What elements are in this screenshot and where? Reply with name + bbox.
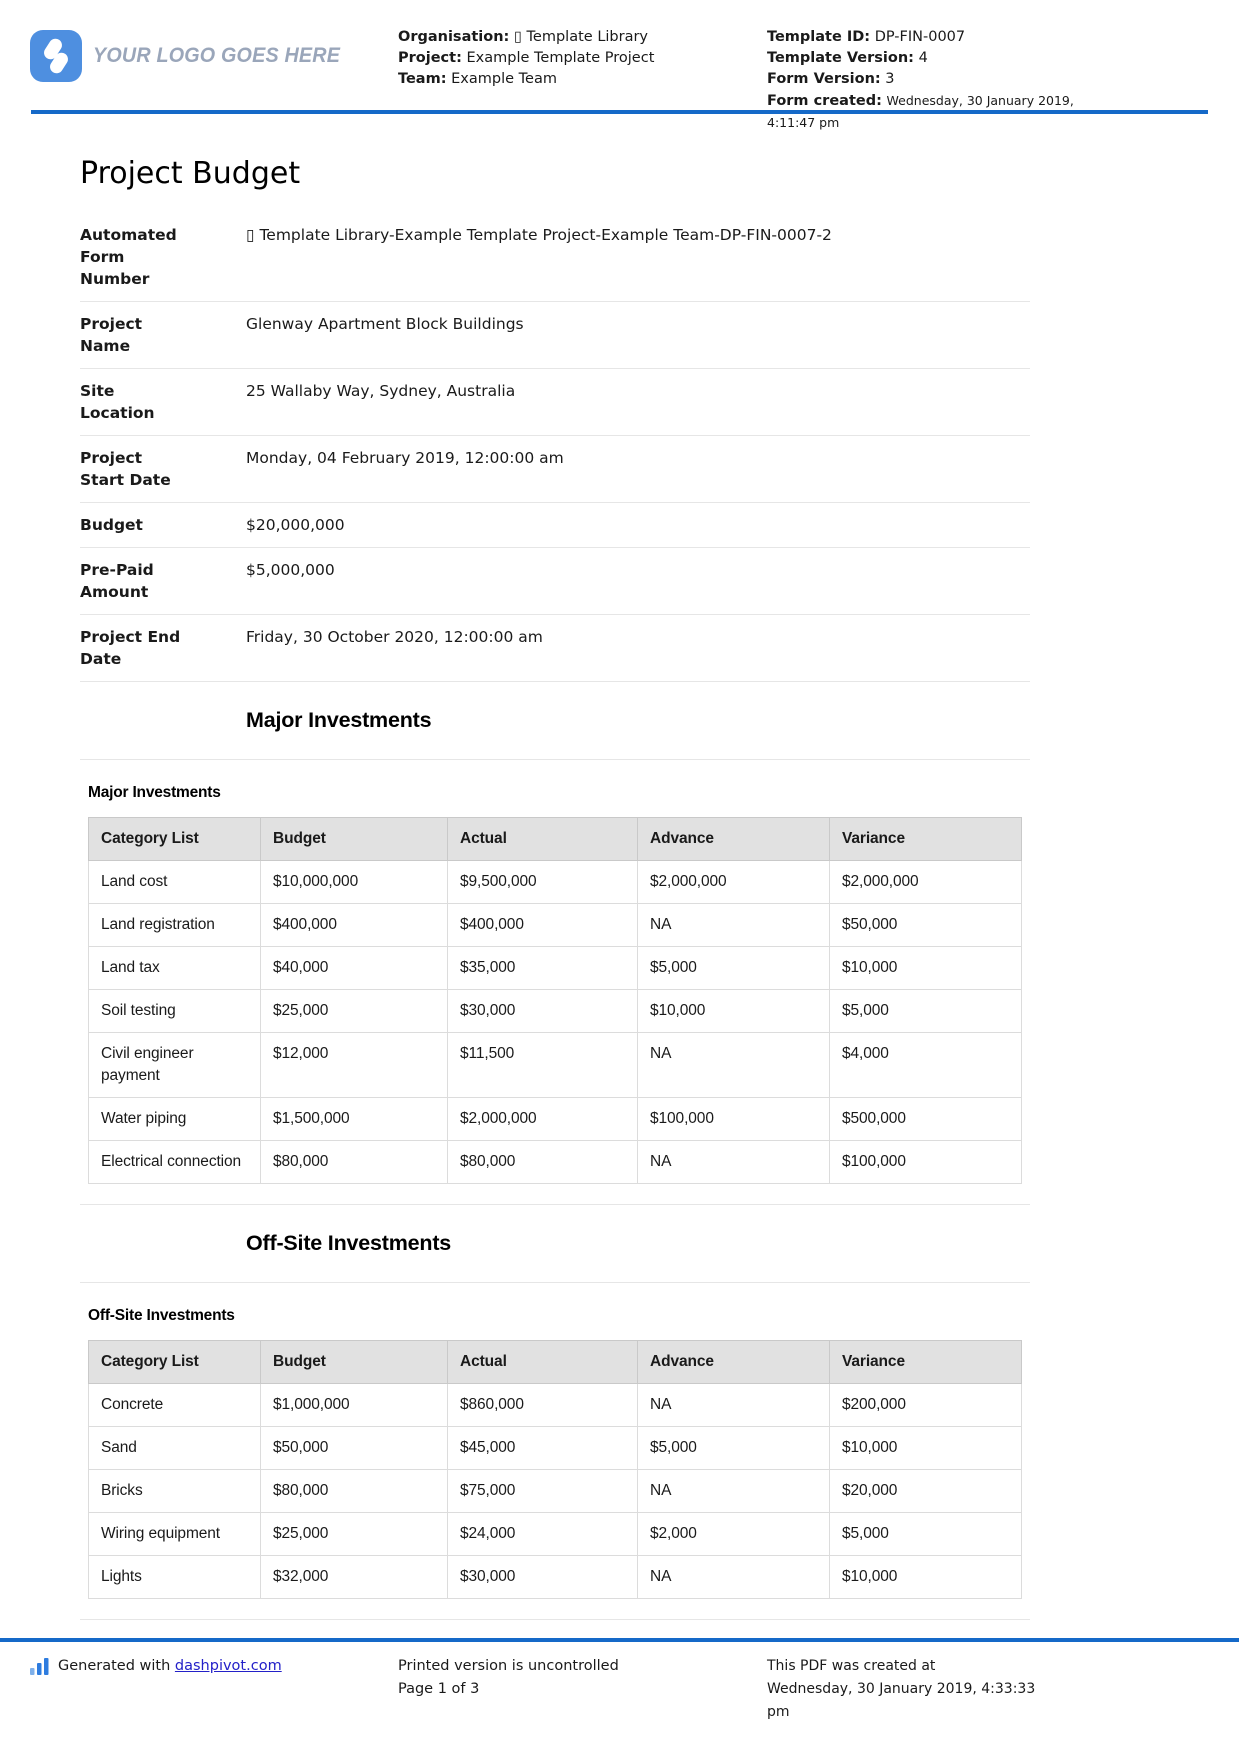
cell-category: Land cost — [89, 861, 261, 904]
footer-generated-with — [30, 1655, 282, 1678]
company-logo — [30, 30, 356, 82]
document-header — [0, 0, 1239, 130]
template-version-row — [767, 48, 1099, 69]
project-row — [398, 48, 743, 69]
table-row — [89, 1470, 1022, 1513]
cell-variance: $4,000 — [830, 1033, 1022, 1098]
field-value: Glenway Apartment Block Buildings — [246, 315, 524, 333]
column-header: Category List — [89, 818, 261, 861]
template-version-label: Template Version: — [767, 50, 914, 66]
logo-placeholder-text: YOUR LOGO GOES HERE — [93, 44, 341, 67]
major-investments-table — [88, 817, 1022, 1184]
team-row — [398, 69, 743, 90]
cell-actual: $24,000 — [448, 1513, 638, 1556]
field-value: ▯ Template Library-Example Template Project-Example Team-DP-FIN-0007-2 — [246, 226, 832, 244]
cell-budget: $1,500,000 — [261, 1098, 448, 1141]
table-row — [89, 904, 1022, 947]
cell-budget: $12,000 — [261, 1033, 448, 1098]
cell-category: Wiring equipment — [89, 1513, 261, 1556]
form-row-automated-form-number — [80, 213, 1030, 302]
cell-variance: $5,000 — [830, 990, 1022, 1033]
table-row — [89, 1513, 1022, 1556]
field-value: 25 Wallaby Way, Sydney, Australia — [246, 382, 516, 400]
cell-budget: $10,000,000 — [261, 861, 448, 904]
table-header-row — [89, 818, 1022, 861]
field-label: Project Start Date — [80, 449, 171, 489]
column-header: Advance — [638, 1341, 830, 1384]
dashpivot-link[interactable]: dashpivot.com — [174, 1658, 282, 1674]
cell-category: Civil engineer payment — [89, 1033, 261, 1098]
cell-advance: $100,000 — [638, 1098, 830, 1141]
column-header: Actual — [448, 1341, 638, 1384]
dashpivot-logo-icon — [30, 1656, 50, 1677]
cell-variance: $5,000 — [830, 1513, 1022, 1556]
cell-variance: $20,000 — [830, 1470, 1022, 1513]
table-row — [89, 1427, 1022, 1470]
cell-variance: $2,000,000 — [830, 861, 1022, 904]
team-value: Example Team — [451, 71, 557, 87]
field-value: Monday, 04 February 2019, 12:00:00 am — [246, 449, 564, 467]
cell-variance: $200,000 — [830, 1384, 1022, 1427]
cell-actual: $30,000 — [448, 990, 638, 1033]
project-label: Project: — [398, 50, 462, 66]
table-row — [89, 1098, 1022, 1141]
table-title: Major Investments — [88, 784, 221, 801]
cell-variance: $10,000 — [830, 1427, 1022, 1470]
cell-advance: NA — [638, 1470, 830, 1513]
field-value: Friday, 30 October 2020, 12:00:00 am — [246, 628, 543, 646]
cell-budget: $1,000,000 — [261, 1384, 448, 1427]
header-meta-left — [398, 27, 743, 90]
cell-actual: $9,500,000 — [448, 861, 638, 904]
company-logo-icon — [30, 30, 82, 82]
field-label: Project Name — [80, 315, 143, 355]
document-footer — [0, 1638, 1239, 1720]
column-header: Budget — [261, 818, 448, 861]
project-value: Example Template Project — [466, 50, 655, 66]
cell-actual: $11,500 — [448, 1033, 638, 1098]
table-row — [89, 1141, 1022, 1184]
cell-advance: NA — [638, 1141, 830, 1184]
cell-advance: $2,000,000 — [638, 861, 830, 904]
cell-advance: NA — [638, 904, 830, 947]
page-title: Project Budget — [80, 156, 301, 191]
cell-category: Water piping — [89, 1098, 261, 1141]
cell-actual: $30,000 — [448, 1556, 638, 1599]
pdf-created-line1: This PDF was created at — [767, 1658, 936, 1674]
cell-variance: $10,000 — [830, 947, 1022, 990]
cell-budget: $25,000 — [261, 990, 448, 1033]
cell-actual: $45,000 — [448, 1427, 638, 1470]
footer-uncontrolled-block — [398, 1655, 728, 1701]
cell-category: Land tax — [89, 947, 261, 990]
form-created-value: Wednesday, 30 January 2019, 4:11:47 pm — [767, 93, 1074, 130]
major-investments-table-block — [80, 760, 1030, 1205]
footer-columns — [0, 1642, 1239, 1720]
section-heading: Off-Site Investments — [246, 1231, 452, 1255]
header-meta-right — [767, 27, 1099, 134]
form-fields — [80, 213, 1030, 682]
cell-advance: $2,000 — [638, 1513, 830, 1556]
form-row-site-location — [80, 369, 1030, 436]
cell-variance: $10,000 — [830, 1556, 1022, 1599]
template-id-value: DP-FIN-0007 — [874, 29, 966, 45]
off-site-investments-table — [88, 1340, 1022, 1599]
cell-advance: NA — [638, 1384, 830, 1427]
section-heading-wrap — [80, 682, 1030, 760]
form-row-project-name — [80, 302, 1030, 369]
cell-budget: $50,000 — [261, 1427, 448, 1470]
form-created-row — [767, 90, 1099, 134]
cell-actual: $35,000 — [448, 947, 638, 990]
cell-category: Sand — [89, 1427, 261, 1470]
section-heading-wrap — [80, 1205, 1030, 1283]
template-version-value: 4 — [918, 50, 928, 66]
template-id-label: Template ID: — [767, 29, 871, 45]
column-header: Category List — [89, 1341, 261, 1384]
organisation-label: Organisation: — [398, 29, 510, 45]
table-row — [89, 1384, 1022, 1427]
column-header: Budget — [261, 1341, 448, 1384]
cell-budget: $25,000 — [261, 1513, 448, 1556]
team-label: Team: — [398, 71, 447, 87]
form-row-project-end-date — [80, 615, 1030, 682]
cell-variance: $100,000 — [830, 1141, 1022, 1184]
cell-budget: $80,000 — [261, 1470, 448, 1513]
organisation-row — [398, 27, 743, 48]
cell-actual: $860,000 — [448, 1384, 638, 1427]
field-label: Project End Date — [80, 628, 181, 668]
cell-actual: $80,000 — [448, 1141, 638, 1184]
cell-category: Bricks — [89, 1470, 261, 1513]
section-heading: Major Investments — [246, 708, 432, 732]
cell-advance: $5,000 — [638, 947, 830, 990]
field-label: Automated Form Number — [80, 226, 177, 288]
cell-budget: $40,000 — [261, 947, 448, 990]
cell-advance: $10,000 — [638, 990, 830, 1033]
cell-budget: $80,000 — [261, 1141, 448, 1184]
table-row — [89, 1033, 1022, 1098]
cell-category: Soil testing — [89, 990, 261, 1033]
cell-actual: $75,000 — [448, 1470, 638, 1513]
column-header: Variance — [830, 818, 1022, 861]
form-version-label: Form Version: — [767, 71, 881, 87]
cell-budget: $400,000 — [261, 904, 448, 947]
form-row-pre-paid-amount — [80, 548, 1030, 615]
page-number: Page 1 of 3 — [398, 1681, 480, 1697]
section-off-site-investments — [80, 1205, 1030, 1620]
table-row — [89, 947, 1022, 990]
template-id-row — [767, 27, 1099, 48]
field-value: $5,000,000 — [246, 561, 335, 579]
form-version-row — [767, 69, 1099, 90]
cell-variance: $50,000 — [830, 904, 1022, 947]
generated-with-text — [58, 1655, 282, 1678]
table-title: Off-Site Investments — [88, 1307, 235, 1324]
organisation-value: ▯ Template Library — [513, 29, 649, 45]
generated-prefix: Generated with — [58, 1658, 175, 1674]
column-header: Actual — [448, 818, 638, 861]
cell-category: Land registration — [89, 904, 261, 947]
form-created-label: Form created: — [767, 93, 882, 109]
cell-actual: $400,000 — [448, 904, 638, 947]
table-header-row — [89, 1341, 1022, 1384]
table-row — [89, 990, 1022, 1033]
section-major-investments — [80, 682, 1030, 1205]
pdf-created-line2: Wednesday, 30 January 2019, 4:33:33 pm — [767, 1681, 1036, 1720]
form-row-budget — [80, 503, 1030, 548]
footer-created-block — [767, 1655, 1059, 1724]
cell-budget: $32,000 — [261, 1556, 448, 1599]
cell-advance: $5,000 — [638, 1427, 830, 1470]
column-header: Variance — [830, 1341, 1022, 1384]
uncontrolled-text: Printed version is uncontrolled — [398, 1658, 619, 1674]
document-body — [80, 114, 1030, 1620]
cell-variance: $500,000 — [830, 1098, 1022, 1141]
cell-advance: NA — [638, 1033, 830, 1098]
cell-category: Lights — [89, 1556, 261, 1599]
field-label: Budget — [80, 516, 143, 534]
column-header: Advance — [638, 818, 830, 861]
field-value: $20,000,000 — [246, 516, 345, 534]
table-row — [89, 1556, 1022, 1599]
field-label: Pre-Paid Amount — [80, 561, 154, 601]
cell-category: Electrical connection — [89, 1141, 261, 1184]
cell-category: Concrete — [89, 1384, 261, 1427]
off-site-investments-table-block — [80, 1283, 1030, 1620]
form-row-project-start-date — [80, 436, 1030, 503]
form-version-value: 3 — [885, 71, 895, 87]
cell-actual: $2,000,000 — [448, 1098, 638, 1141]
field-label: Site Location — [80, 382, 155, 422]
cell-advance: NA — [638, 1556, 830, 1599]
table-row — [89, 861, 1022, 904]
